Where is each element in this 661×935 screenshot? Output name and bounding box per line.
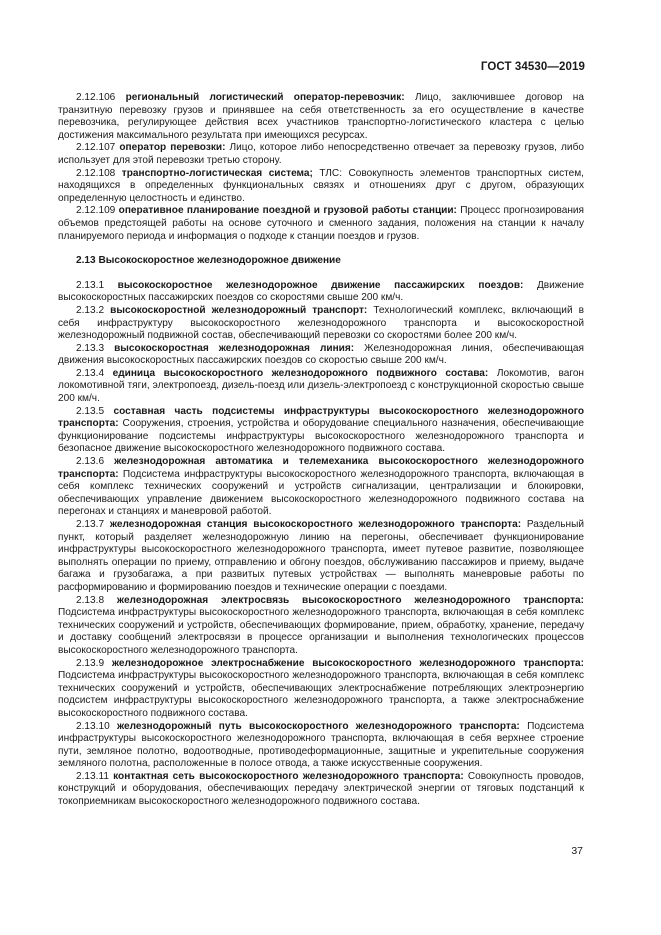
- term-title: единица высокоскоростного железнодорожного подвижного состава:: [112, 367, 489, 379]
- term-definition: Процесс прогнозирования объемов предстоящей работы на основе суточного и сменного задания, положения на станции к началу планируемого периода и информация о подходе к станции поездов и грузов.: [58, 205, 584, 242]
- term-definition-paragraph: [58, 305, 584, 343]
- term-title: железнодорожная автоматика и телемеханика высокоскоростного железнодорожного транспорта:: [58, 456, 584, 480]
- term-title: железнодорожная станция высокоскоростного железнодорожного транспорта:: [109, 519, 522, 530]
- term-number: 2.12.107: [76, 142, 120, 154]
- term-definition: Раздельный пункт, который разделяет железнодорожную линию на перегоны, обеспечивает функционирование инфраструктуры высокоскоростного железнодорожного транспорта, имеет путевое развитие, позволяющее выполнять операции по приему, отправлению и обгону поездов, обслуживанию пассажиров и приему, выдаче багажа и грузобагажа, а при развитых путевых устройствах — выполнять маневровые работы по расформированию и формированию поездов и технические операции с поездами.: [58, 519, 584, 593]
- term-definition-paragraph: [58, 368, 584, 406]
- term-definition-paragraph: [58, 280, 584, 305]
- term-definition-paragraph: [58, 168, 584, 206]
- term-number: 2.12.108: [76, 167, 122, 179]
- term-number: 2.13.5: [76, 405, 114, 417]
- term-definition: Лицо, которое либо непосредственно отвечает за перевозку грузов, либо использует для этой перевозки третью сторону.: [58, 142, 584, 166]
- document-body: [58, 92, 584, 809]
- term-definition: Подсистема инфраструктуры высокоскоростного железнодорожного транспорта, включающая в себя комплекс технических сооружений и устройств, обеспечивающих формирование, прием, обработку, хранение, передачу и доставку сообщений электросвязи в процессе организации и выполнения технологических процессов высокоскоростного железнодорожного транспорта.: [58, 607, 584, 656]
- term-definition-paragraph: [58, 205, 584, 243]
- term-definition: Технологический комплекс, включающий в себя инфраструктуру высокоскоростного железнодорожного транспорта и высокоскоростной железнодорожный подвижной состав, обеспечивающий перевозки со скоростями более 200 км/ч.: [58, 304, 584, 342]
- term-definition-paragraph: [58, 519, 584, 595]
- term-number: 2.13.4: [76, 367, 113, 379]
- term-title: региональный логистический оператор-перевозчик:: [125, 92, 405, 103]
- term-definition-paragraph: [58, 456, 584, 519]
- term-definition: Совокупность проводов, конструкций и оборудования, обеспечивающих передачу электрической энергии от тяговых подстанций к токоприемникам высокоскоростного железнодорожного подвижного состава.: [58, 770, 584, 808]
- section-gap: [58, 268, 584, 280]
- term-definition: Подсистема инфраструктуры высокоскоростного железнодорожного транспорта, включающая в себя комплекс технических сооружений и устройств сигнализации, централизации и блокировки, обеспечивающих управление движением высокоскоростного железнодорожного подвижного состава на перегонах и станциях и маневровой работой.: [58, 468, 584, 518]
- term-title: транспортно-логистическая система;: [121, 167, 313, 179]
- term-title: контактная сеть высокоскоростного железнодорожного транспорта:: [113, 770, 464, 782]
- page-number: 37: [571, 845, 583, 857]
- term-definition: Подсистема инфраструктуры высокоскоростного железнодорожного транспорта, включающая в себя верхнее строение пути, земляное полотно, водоотводные, противодеформационные, защитные и укрепительные сооружения земляного полотна, расположенные в полосе отвода, а также искусственные сооружения.: [58, 720, 585, 770]
- term-title: высокоскоростное железнодорожное движение пассажирских поездов:: [117, 279, 524, 291]
- term-title: составная часть подсистемы инфраструктуры высокоскоростного железнодорожного транспорта:: [58, 405, 584, 430]
- term-definition: Железнодорожная линия, обеспечивающая движения высокоскоростных пассажирских поездов со скоростью свыше 200 км/ч.: [58, 342, 585, 367]
- term-definition: Лицо, заключившее договор на транзитную перевозку грузов и принявшее на себя ответственность за его осуществление в качестве перевозчика, регулирующее действия всех участников транспортно-логистического кластера с целью достижения максимального результата при имеющихся ресурсах.: [58, 92, 584, 141]
- section-gap: [58, 243, 584, 255]
- term-definition-paragraph: [58, 658, 584, 721]
- term-title: оператор перевозки:: [119, 142, 226, 154]
- term-definition-paragraph: [58, 343, 584, 368]
- term-number: 2.13.2: [76, 304, 111, 316]
- term-definition-paragraph: [58, 771, 584, 809]
- term-number: 2.12.109: [76, 205, 119, 217]
- term-number: 2.13.7: [76, 519, 110, 530]
- term-number: 2.13.10: [76, 720, 117, 732]
- term-number: 2.13.11: [76, 770, 114, 782]
- term-definition-paragraph: [58, 721, 584, 771]
- term-number: 2.12.106: [76, 92, 126, 103]
- term-number: 2.13.1: [76, 279, 118, 291]
- term-number: 2.13.6: [76, 456, 115, 468]
- term-number: 2.13.8: [76, 594, 117, 606]
- term-definition-paragraph: [58, 142, 584, 167]
- document-code: ГОСТ 34530—2019: [480, 61, 585, 73]
- term-definition: Движение высокоскоростных пассажирских поездов со скоростями свыше 200 км/ч.: [58, 279, 584, 304]
- term-title: оперативное планирование поездной и грузовой работы станции:: [118, 205, 457, 217]
- term-definition: Сооружения, строения, устройства и оборудование специального назначения, обеспечивающие функционирование подсистемы инфраструктуры высокоскоростного железнодорожного транспорта и безопасное движение высокоскоростного железнодорожного подвижного состава.: [58, 418, 584, 455]
- term-number: 2.13.3: [76, 342, 115, 354]
- term-definition-paragraph: [58, 92, 584, 142]
- term-title: железнодорожный путь высокоскоростного железнодорожного транспорта:: [116, 720, 520, 732]
- term-definition: Локомотив, вагон локомотивной тяги, электропоезд, дизель-поезд или дизель-электропоезд с конструкционной скоростью свыше 200 км/ч.: [58, 367, 585, 405]
- term-title: высокоскоростной железнодорожный транспорт:: [110, 304, 368, 316]
- term-definition-paragraph: [58, 406, 584, 456]
- term-definition: ТЛС: Совокупность элементов транспортных систем, находящихся в определенных функциональных связях и отношениях друг с другом, образующих определенную целостность и единство.: [58, 167, 584, 204]
- term-definition-paragraph: [58, 595, 584, 658]
- term-definition: Подсистема инфраструктуры высокоскоростного железнодорожного транспорта, включающая в себя комплекс технических сооружений и устройств, обеспечивающих электроснабжение потребляющих электроэнергию подсистем инфраструктуры высокоскоростного железнодорожного транспорта, а также электроснабжение высокоскоростного подвижного состава.: [58, 670, 584, 719]
- terms-group-2-12: [58, 92, 584, 243]
- term-number: 2.13.9: [76, 657, 112, 669]
- term-title: железнодорожное электроснабжение высокоскоростного железнодорожного транспорта:: [111, 657, 584, 669]
- section-heading: 2.13 Высокоскоростное железнодорожное движение: [76, 255, 341, 267]
- term-title: железнодорожная электросвязь высокоскоростного железнодорожного транспорта:: [116, 594, 584, 606]
- terms-group-2-13: [58, 280, 584, 809]
- term-title: высокоскоростная железнодорожная линия:: [114, 342, 355, 354]
